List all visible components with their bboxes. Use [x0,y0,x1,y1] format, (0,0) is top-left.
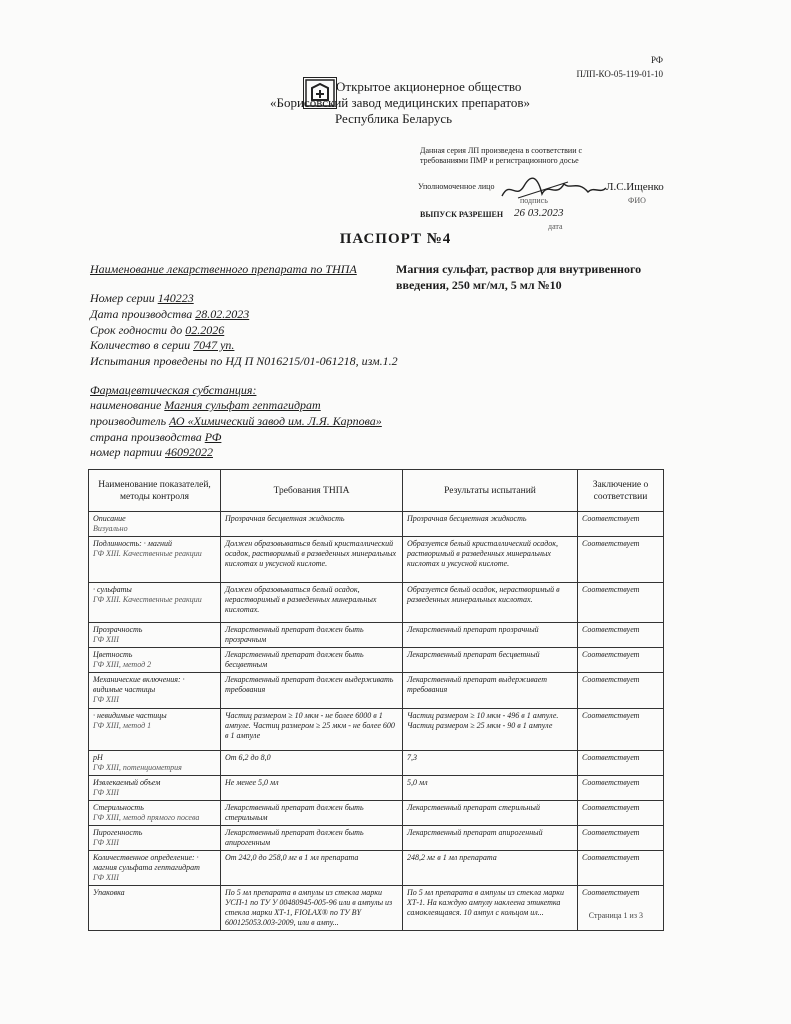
conclusion-cell: Соответствует [578,537,664,583]
authorized-person-name: Л.С.Ищенко [606,181,664,193]
result-cell: 5,0 мл [403,776,578,801]
conclusion-cell: Соответствует [578,709,664,751]
product-name-line-2: введения, 250 мг/мл, 5 мл №10 [396,278,562,292]
specification-table [88,469,664,931]
table-row [89,648,664,673]
column-header-requirements: Требования ТНПА [221,470,403,512]
exp-value: 02.2026 [185,323,225,337]
table-row [89,537,664,583]
table-row [89,826,664,851]
series-row [90,291,194,306]
signature [498,176,608,207]
indicator-cell [89,826,221,851]
indicator-name: Упаковка [93,888,125,897]
method-name: ГФ ХIII [93,788,119,797]
result-cell: Лекарственный препарат апирогенный [403,826,578,851]
result-cell: Лекарственный препарат бесцветный [403,648,578,673]
indicator-cell [89,623,221,648]
series-value: 140223 [157,291,194,305]
substance-maker-label: производитель [90,414,167,428]
release-note: Данная серия ЛП произведена в соответствии с требованиями ПМР и регистрационного досье [420,146,583,165]
conclusion-cell: Соответствует [578,826,664,851]
table-row [89,886,664,931]
substance-country-label: страна производства [90,430,202,444]
requirement-cell: Лекарственный препарат должен быть бесцветным [221,648,403,673]
requirement-cell: Частиц размером ≥ 10 мкм - не более 6000 в 1 ампуле. Частиц размером ≥ 25 мкм - не более 600 в 1 ампуле [221,709,403,751]
product-label: Наименование лекарственного препарата по ТНПА [90,262,357,276]
method-name: ГФ ХIII [93,695,119,704]
method-name: ГФ ХIII, метод 2 [93,660,152,669]
conclusion-cell: Соответствует [578,673,664,709]
result-cell: Лекарственный препарат прозрачный [403,623,578,648]
table-row [89,673,664,709]
indicator-cell [89,537,221,583]
requirement-cell: Прозрачная бесцветная жидкость [221,512,403,537]
substance-lot-label: номер партии [90,445,162,459]
indicator-cell [89,583,221,623]
requirement-cell: Лекарственный препарат должен быть стерильным [221,801,403,826]
table-row [89,851,664,886]
indicator-name: Подлинность: · магний [93,539,172,548]
table-row [89,512,664,537]
exp-label: Срок годности до [90,323,183,337]
method-name: Визуально [93,524,128,533]
indicator-name: Пирогенность [93,828,143,837]
result-cell: 248,2 мг в 1 мл препарата [403,851,578,886]
substance-name-label: наименование [90,398,162,412]
company-line-1: Открытое акционерное общество [336,79,522,94]
result-cell: Частиц размером ≥ 10 мкм - 496 в 1 ампуле. Частиц размером ≥ 25 мкм - 90 в 1 ампуле [403,709,578,751]
substance-lot: 46092022 [165,445,213,459]
substance-country: РФ [204,430,222,444]
requirement-cell: Должен образовываться белый осадок, нерастворимый в разведенных минеральных кислотах. [221,583,403,623]
conclusion-cell: Соответствует [578,851,664,886]
indicator-name: Цветность [93,650,133,659]
table-row [89,709,664,751]
exp-row [90,323,224,338]
substance-maker-row [90,414,382,429]
indicator-name: Прозрачность [93,625,143,634]
indicator-cell [89,648,221,673]
requirement-cell: От 6,2 до 8,0 [221,751,403,776]
indicator-name: · невидимые частицы [93,711,167,720]
result-cell: Лекарственный препарат выдерживает требования [403,673,578,709]
indicator-name: Извлекаемый объем [93,778,161,787]
method-name: ГФ ХIII [93,838,119,847]
substance-name-row [90,398,321,413]
substance-name: Магния сульфат гептагидрат [164,398,321,412]
method-name: ГФ ХIII, потенциометрия [93,763,182,772]
requirement-cell: Лекарственный препарат должен быть прозрачным [221,623,403,648]
conclusion-cell: Соответствует [578,886,664,931]
signature-caption: подпись [520,196,548,205]
indicator-cell [89,851,221,886]
conclusion-cell: Соответствует [578,801,664,826]
prod-label: Дата производства [90,307,193,321]
method-name: ГФ ХIII, метод 1 [93,721,152,730]
substance-country-row [90,430,221,445]
indicator-name: Описание [93,514,126,523]
conclusion-cell: Соответствует [578,776,664,801]
series-label: Номер серии [90,291,155,305]
tests-line: Испытания проведены по НД П N016215/01-061218, изм.1.2 [90,354,398,368]
prod-value: 28.02.2023 [195,307,250,321]
requirement-cell: По 5 мл препарата в ампулы из стекла марки УСП-1 по ТУ У 00480945-005-96 или в ампулы из стекла марки ХТ-1, FIOLAX® по ТУ BY 600125053.003-2009, или в ампу... [221,886,403,931]
requirement-cell: Лекарственный препарат должен быть апирогенным [221,826,403,851]
conclusion-cell: Соответствует [578,512,664,537]
result-cell: По 5 мл препарата в ампулы из стекла марки ХТ-1. На каждую ампулу наклеена этикетка самоклеящаяся. 10 ампул с кольцом ил... [403,886,578,931]
country-code: РФ [651,55,663,65]
table-row [89,583,664,623]
column-header-results: Результаты испытаний [403,470,578,512]
indicator-name: Механические включения: · видимые частицы [93,675,185,694]
conclusion-cell: Соответствует [578,623,664,648]
release-authorized-label: Уполномоченное лицо [418,182,495,191]
document-code: ПЛП-КО-05-119-01-10 [576,69,663,79]
requirement-cell: Должен образовываться белый кристаллический осадок, растворимый в разведенных минеральных кислотах и уксусной кислоте. [221,537,403,583]
method-name: ГФ ХIII. Качественные реакции [93,549,202,558]
indicator-cell [89,886,221,931]
result-cell: Образуется белый кристаллический осадок, растворимый в разведенных минеральных кислотах и уксусной кислоте. [403,537,578,583]
date-caption: дата [548,222,563,231]
indicator-cell [89,801,221,826]
signature-icon [498,176,608,202]
table-row [89,623,664,648]
table-row [89,801,664,826]
substance-heading: Фармацевтическая субстанция: [90,383,257,397]
column-header-indicators: Наименование показателей, методы контроля [89,470,221,512]
result-cell: Образуется белый осадок, нерастворимый в разведенных минеральных кислотах. [403,583,578,623]
prod-row [90,307,249,322]
requirement-cell: Лекарственный препарат должен выдерживать требования [221,673,403,709]
table-header-row [89,470,664,512]
indicator-cell [89,776,221,801]
column-header-conclusion: Заключение о соответствии [578,470,664,512]
result-cell: Лекарственный препарат стерильный [403,801,578,826]
company-line-2: «Борисовский завод медицинских препаратов» [270,95,531,110]
conclusion-cell: Соответствует [578,751,664,776]
passport-title: ПАСПОРТ №4 [339,231,452,247]
substance-lot-row [90,445,213,460]
method-name: ГФ ХIII, метод прямого посева [93,813,200,822]
result-cell: 7,3 [403,751,578,776]
substance-maker: АО «Химический завод им. Л.Я. Карпова» [169,414,382,428]
indicator-cell [89,512,221,537]
conclusion-cell: Соответствует [578,583,664,623]
conclusion-cell: Соответствует [578,648,664,673]
page-number: Страница 1 из 3 [588,911,643,920]
qty-value: 7047 уп. [193,338,235,352]
requirement-cell: От 242,0 до 258,0 мг в 1 мл препарата [221,851,403,886]
indicator-name: pH [93,753,103,762]
indicator-name: Количественное определение: · магния сульфата гептагидрат [93,853,200,872]
indicator-cell [89,751,221,776]
company-line-3: Республика Беларусь [335,111,453,126]
requirement-cell: Не менее 5,0 мл [221,776,403,801]
indicator-name: · сульфаты [93,585,132,594]
qty-label: Количество в серии [90,338,191,352]
result-cell: Прозрачная бесцветная жидкость [403,512,578,537]
issue-date: 26 03.2023 [514,207,564,219]
method-name: ГФ ХIII. Качественные реакции [93,595,202,604]
indicator-cell [89,673,221,709]
indicator-cell [89,709,221,751]
indicator-name: Стерильность [93,803,144,812]
product-name-line-1: Магния сульфат, раствор для внутривенного [396,262,642,276]
method-name: ГФ ХIII [93,873,119,882]
fio-caption: ФИО [628,196,646,205]
issue-label: ВЫПУСК РАЗРЕШЕН [420,210,504,219]
table-row [89,776,664,801]
method-name: ГФ ХIII [93,635,119,644]
qty-row [90,338,234,353]
table-row [89,751,664,776]
